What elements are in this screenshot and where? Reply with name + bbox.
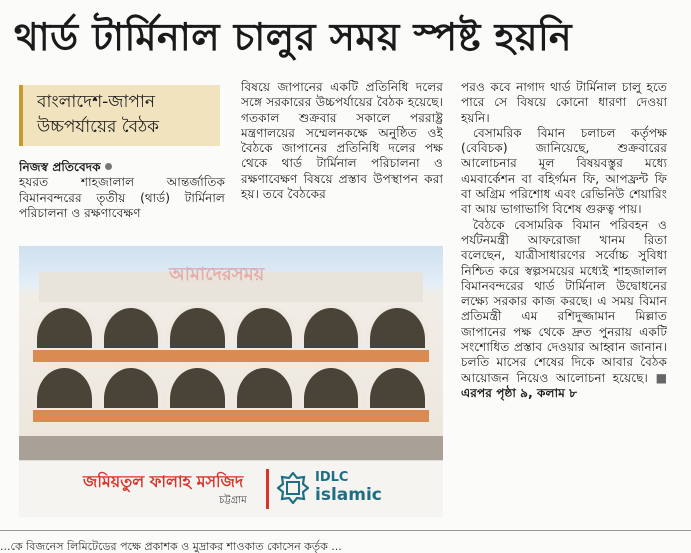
arch-band-2 [33, 410, 429, 422]
continuation-jump: এরপর পৃষ্ঠা ৯, কলাম ৮ [461, 385, 578, 400]
mosque-courtyard [19, 436, 443, 460]
ad-brand-line-1: IDLC [315, 470, 349, 485]
column-3 [461, 80, 667, 520]
jump-square-icon: ■ [655, 370, 667, 385]
arch-row-middle [33, 364, 429, 408]
ad-brand-line-2: islamic [315, 485, 382, 505]
byline-bullet-icon [105, 163, 112, 170]
ad-location: চট্টগ্রাম [219, 495, 247, 506]
footer-rule [0, 530, 691, 531]
footer-imprint: ...কে বিজনেস লিমিটেডের পক্ষে প্রকাশক ও মুদ্রাকর শাওকাত কোসেন কর্তৃক ... [0, 540, 342, 553]
arch-band-1 [33, 350, 429, 362]
subhead-box [19, 85, 220, 146]
column-2 [241, 80, 443, 245]
column-3-paragraph-1: পরও কবে নাগাদ থার্ড টার্মিনাল চালু হতে পারে সে বিষয়ে কোনো ধারণা দেওয়া হয়নি। [461, 80, 667, 125]
column-3-paragraph-3-text: বৈঠকে বেসামরিক বিমান পরিবহন ও পর্যটনমন্ত্রী আফরোজা খানম রিতা বলেছেন, যাত্রীসাধারণের সর্বোচ্চ সুবিধা নিশ্চিত করে স্বল্পসময়ের মধ্যেই শাহজালাল বিমানবন্দরের থার্ড টার্মিনাল উদ্বোধনের লক্ষ্যে সরকার কাজ করছে। এ সময় বিমান প্রতিমন্ত্রী এম রশিদুজ্জামান মিল্লাত জাপানের পক্ষ থেকে দ্রুত পুনরায় একটি সংশোধিত প্রস্তাব দেওয়ার আহ্বান জানান। চলতি মাসের শেষের দিকে আবার বৈঠক আয়োজন নিয়েও আলোচনা হয়েছে। [461, 217, 667, 385]
column-3-paragraph-2: বেসামরিক বিমান চলাচল কর্তৃপক্ষ (বেবিচক) জানিয়েছে, শুক্রবারের আলোচনার মূল বিষয়বস্তুর মধ্যে এমবার্কেশন বা বহির্গমন ফি, আপফ্রন্ট ফি বা অগ্রিম পরিশোধ এবং রেভিনিউ শেয়ারিং বা আয় ভাগাভাগি বিশেষ গুরুত্ব পায়। [461, 125, 667, 217]
ad-title: জমিয়তুল ফালাহ মসজিদ [83, 472, 244, 491]
mosque-photo [19, 246, 443, 460]
byline: নিজস্ব প্রতিবেদক [19, 160, 101, 174]
column-3-paragraph-3 [461, 218, 667, 402]
ad-divider [266, 469, 269, 509]
column-1-text: হযরত শাহজালাল আন্তর্জাতিক বিমানবন্দরের তৃতীয় (থার্ড) টার্মিনাল পরিচালনা ও রক্ষণাবেক্ষণ [19, 175, 225, 220]
sponsor-ad [19, 460, 443, 517]
subhead-line-1: বাংলাদেশ-জাপান [37, 92, 156, 112]
column-1 [19, 160, 225, 235]
idlc-logo-icon [277, 472, 309, 504]
headline: থার্ড টার্মিনাল চালুর সময় স্পষ্ট হয়নি [14, 14, 573, 59]
photo-watermark: আমাদেরসময় [169, 264, 265, 285]
arch-row-top [33, 304, 429, 348]
subhead-line-2: উচ্চপর্যায়ের বৈঠক [37, 117, 160, 137]
column-2-text: বিষয়ে জাপানের একটি প্রতিনিধি দলের সঙ্গে সরকারের উচ্চপর্যায়ের বৈঠক হয়েছে। গতকাল শুক্রবার সকালে পররাষ্ট্র মন্ত্রণালয়ের সম্মেলনকক্ষে অনুষ্ঠিত ওই বৈঠকে জাপানের প্রতিনিধি দলের পক্ষ থেকে থার্ড টার্মিনাল পরিচালনা ও রক্ষণাবেক্ষণ বিষয়ে প্রস্তাব উপস্থাপন করা হয়। তবে বৈঠকের [241, 80, 443, 202]
